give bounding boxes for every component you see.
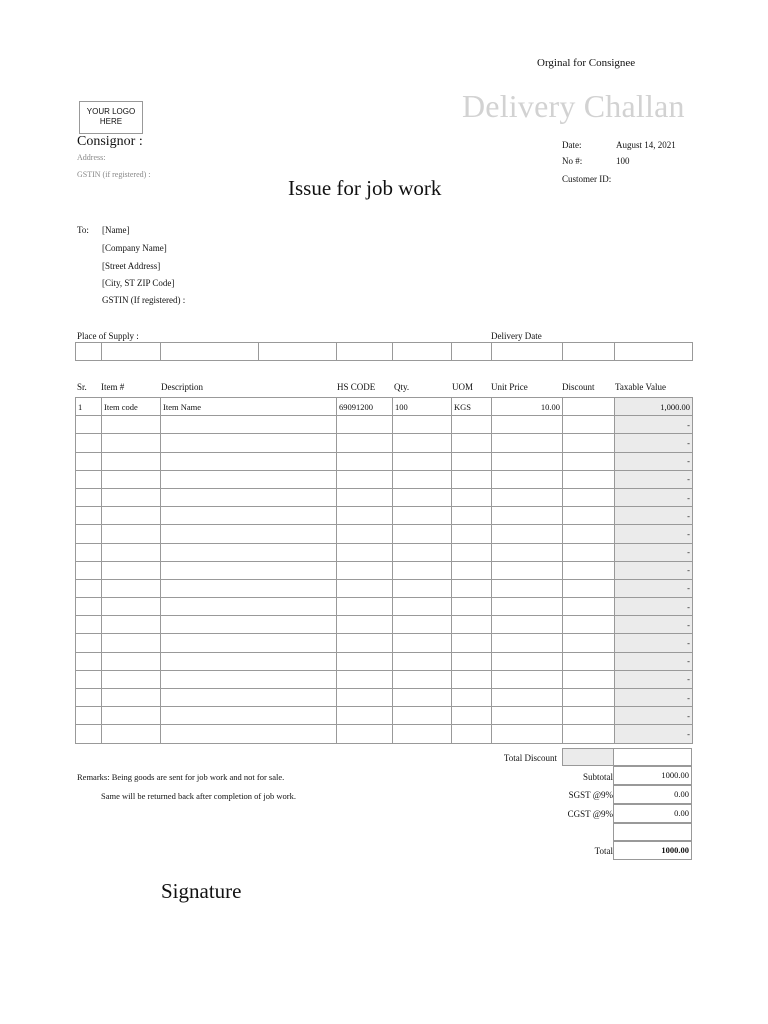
cell-uom[interactable] xyxy=(452,598,492,616)
recipient-company: [Company Name] xyxy=(102,243,167,253)
column-header-sr: Sr. xyxy=(77,382,87,392)
items-table xyxy=(75,397,693,744)
cell-hs-code[interactable] xyxy=(337,525,393,543)
cell-qty[interactable] xyxy=(393,707,452,725)
cell-taxable-value[interactable]: - xyxy=(615,579,693,597)
cell-qty[interactable] xyxy=(393,507,452,525)
cell-description[interactable] xyxy=(161,470,337,488)
cell-item-code[interactable] xyxy=(102,470,161,488)
cell-hs-code[interactable] xyxy=(337,507,393,525)
cell-discount[interactable] xyxy=(563,434,615,452)
cell-sr[interactable] xyxy=(76,525,102,543)
cell-item-code[interactable] xyxy=(102,452,161,470)
cell-taxable-value[interactable]: - xyxy=(615,543,693,561)
total-value xyxy=(613,841,692,860)
table-row xyxy=(76,579,693,597)
to-label: To: xyxy=(77,225,89,235)
cell-taxable-value[interactable]: - xyxy=(615,470,693,488)
sgst-value xyxy=(613,785,692,804)
cell-discount[interactable] xyxy=(563,470,615,488)
table-row xyxy=(76,689,693,707)
cell-taxable-value[interactable]: - xyxy=(615,416,693,434)
cell-taxable-value[interactable]: - xyxy=(615,561,693,579)
table-row xyxy=(76,634,693,652)
cgst-value-text: 0.00 xyxy=(674,808,689,818)
subtotal-label: Subtotal xyxy=(582,772,613,782)
cell-item-code[interactable] xyxy=(102,598,161,616)
table-row xyxy=(76,725,693,743)
cell-item-code[interactable] xyxy=(102,488,161,506)
table-row xyxy=(76,670,693,688)
cell-qty[interactable] xyxy=(393,452,452,470)
cell-hs-code[interactable] xyxy=(337,561,393,579)
cell-sr[interactable] xyxy=(76,488,102,506)
cell-hs-code[interactable] xyxy=(337,434,393,452)
cell-uom[interactable] xyxy=(452,652,492,670)
cell-discount[interactable] xyxy=(563,452,615,470)
cell-description[interactable] xyxy=(161,488,337,506)
cell-qty[interactable] xyxy=(393,434,452,452)
cell-qty[interactable] xyxy=(393,670,452,688)
cell-hs-code[interactable] xyxy=(337,652,393,670)
cell-taxable-value[interactable]: - xyxy=(615,725,693,743)
cell-hs-code[interactable] xyxy=(337,579,393,597)
cell-uom[interactable] xyxy=(452,543,492,561)
table-row xyxy=(76,488,693,506)
cell-item-code[interactable] xyxy=(102,652,161,670)
cell-item-code[interactable] xyxy=(102,725,161,743)
cell-qty[interactable] xyxy=(393,634,452,652)
cell-uom[interactable] xyxy=(452,561,492,579)
cell-uom[interactable] xyxy=(452,416,492,434)
cell-hs-code[interactable] xyxy=(337,634,393,652)
cell-unit-price[interactable] xyxy=(492,634,563,652)
cell-item-code[interactable] xyxy=(102,507,161,525)
logo-placeholder xyxy=(79,101,143,134)
cell-description[interactable] xyxy=(161,452,337,470)
totals-area xyxy=(75,748,692,863)
cell-discount[interactable] xyxy=(563,652,615,670)
cell-qty[interactable] xyxy=(393,689,452,707)
cell-uom[interactable] xyxy=(452,434,492,452)
cell-discount[interactable] xyxy=(563,616,615,634)
total-discount-cell xyxy=(562,748,614,766)
cell-qty[interactable] xyxy=(393,579,452,597)
supply-cell[interactable] xyxy=(161,343,259,361)
cell-uom[interactable]: KGS xyxy=(452,398,492,416)
supply-cell[interactable] xyxy=(452,343,492,361)
column-header-hs-code: HS CODE xyxy=(337,382,376,392)
supply-table xyxy=(75,342,693,361)
cell-sr[interactable] xyxy=(76,579,102,597)
cell-unit-price[interactable] xyxy=(492,470,563,488)
cell-description[interactable] xyxy=(161,543,337,561)
signature-label: Signature xyxy=(161,879,242,903)
cell-description[interactable] xyxy=(161,507,337,525)
number-value: 100 xyxy=(616,156,630,166)
cell-sr[interactable] xyxy=(76,689,102,707)
cell-taxable-value[interactable]: - xyxy=(615,616,693,634)
cell-unit-price[interactable] xyxy=(492,652,563,670)
cell-description[interactable] xyxy=(161,707,337,725)
cell-qty[interactable] xyxy=(393,598,452,616)
cell-discount[interactable] xyxy=(563,634,615,652)
cell-unit-price[interactable] xyxy=(492,670,563,688)
total-discount-label: Total Discount xyxy=(503,753,557,763)
cell-discount[interactable] xyxy=(563,525,615,543)
cell-item-code[interactable] xyxy=(102,434,161,452)
cell-discount[interactable] xyxy=(563,670,615,688)
cell-discount[interactable] xyxy=(563,598,615,616)
cell-uom[interactable] xyxy=(452,634,492,652)
cell-uom[interactable] xyxy=(452,689,492,707)
cell-description[interactable]: Item Name xyxy=(161,398,337,416)
table-row xyxy=(76,652,693,670)
cell-hs-code[interactable] xyxy=(337,470,393,488)
recipient-city: [City, ST ZIP Code] xyxy=(102,278,175,288)
total-discount-value-cell xyxy=(613,748,692,766)
cell-uom[interactable] xyxy=(452,616,492,634)
cell-hs-code[interactable] xyxy=(337,670,393,688)
cell-sr[interactable] xyxy=(76,652,102,670)
cell-hs-code[interactable] xyxy=(337,616,393,634)
cell-qty[interactable] xyxy=(393,488,452,506)
cell-item-code[interactable] xyxy=(102,616,161,634)
cell-unit-price[interactable] xyxy=(492,488,563,506)
cell-discount[interactable] xyxy=(563,507,615,525)
logo-text-line-1: YOUR LOGO xyxy=(86,107,136,116)
cell-item-code[interactable] xyxy=(102,689,161,707)
column-header-uom: UOM xyxy=(452,382,474,392)
blank-total-cell xyxy=(613,823,692,841)
cell-uom[interactable] xyxy=(452,725,492,743)
cell-unit-price[interactable] xyxy=(492,416,563,434)
cell-qty[interactable] xyxy=(393,525,452,543)
supply-cell[interactable] xyxy=(337,343,393,361)
cell-hs-code[interactable] xyxy=(337,689,393,707)
cell-discount[interactable] xyxy=(563,488,615,506)
consignor-address-label: Address: xyxy=(77,153,106,162)
date-value: August 14, 2021 xyxy=(616,140,676,150)
cell-item-code[interactable] xyxy=(102,525,161,543)
cell-hs-code[interactable] xyxy=(337,452,393,470)
cell-description[interactable] xyxy=(161,652,337,670)
cell-unit-price[interactable] xyxy=(492,543,563,561)
cell-taxable-value[interactable]: - xyxy=(615,488,693,506)
table-row xyxy=(76,507,693,525)
cgst-label: CGST @9% xyxy=(567,809,613,819)
cell-sr[interactable] xyxy=(76,598,102,616)
cell-unit-price[interactable] xyxy=(492,689,563,707)
cell-discount[interactable] xyxy=(563,543,615,561)
cell-unit-price[interactable] xyxy=(492,507,563,525)
cell-uom[interactable] xyxy=(452,507,492,525)
cell-description[interactable] xyxy=(161,598,337,616)
cell-discount[interactable] xyxy=(563,707,615,725)
cell-unit-price[interactable] xyxy=(492,525,563,543)
column-header-unit-price: Unit Price xyxy=(491,382,528,392)
cell-taxable-value[interactable]: - xyxy=(615,670,693,688)
sgst-value-text: 0.00 xyxy=(674,789,689,799)
cell-sr[interactable] xyxy=(76,616,102,634)
cell-qty[interactable]: 100 xyxy=(393,398,452,416)
cell-hs-code[interactable]: 69091200 xyxy=(337,398,393,416)
cell-taxable-value[interactable]: - xyxy=(615,434,693,452)
subtotal-value-text: 1000.00 xyxy=(661,770,689,780)
cell-hs-code[interactable] xyxy=(337,725,393,743)
recipient-name: [Name] xyxy=(102,225,130,235)
cell-description[interactable] xyxy=(161,525,337,543)
cell-item-code[interactable] xyxy=(102,707,161,725)
table-row xyxy=(76,707,693,725)
cell-taxable-value[interactable]: 1,000.00 xyxy=(615,398,693,416)
cell-sr[interactable] xyxy=(76,543,102,561)
cell-hs-code[interactable] xyxy=(337,598,393,616)
recipient-street: [Street Address] xyxy=(102,261,161,271)
cell-hs-code[interactable] xyxy=(337,488,393,506)
cell-description[interactable] xyxy=(161,616,337,634)
cell-item-code[interactable] xyxy=(102,561,161,579)
consignor-label: Consignor : xyxy=(77,134,143,149)
cell-uom[interactable] xyxy=(452,707,492,725)
cell-sr[interactable] xyxy=(76,452,102,470)
cell-item-code[interactable] xyxy=(102,579,161,597)
cell-qty[interactable] xyxy=(393,470,452,488)
consignor-gstin-label: GSTIN (if registered) : xyxy=(77,170,151,179)
delivery-date-cell[interactable] xyxy=(492,343,563,361)
column-header-qty: Qty. xyxy=(394,382,410,392)
supply-cell[interactable] xyxy=(615,343,693,361)
table-row xyxy=(76,452,693,470)
cell-qty[interactable] xyxy=(393,543,452,561)
cell-uom[interactable] xyxy=(452,579,492,597)
cell-uom[interactable] xyxy=(452,488,492,506)
cell-uom[interactable] xyxy=(452,470,492,488)
table-row xyxy=(76,398,693,416)
cell-sr[interactable]: 1 xyxy=(76,398,102,416)
cell-qty[interactable] xyxy=(393,725,452,743)
total-value-text: 1000.00 xyxy=(661,845,689,855)
cell-taxable-value[interactable]: - xyxy=(615,707,693,725)
cell-discount[interactable] xyxy=(563,561,615,579)
date-label: Date: xyxy=(562,140,582,150)
column-header-description: Description xyxy=(161,382,203,392)
cell-unit-price[interactable] xyxy=(492,616,563,634)
cell-unit-price[interactable] xyxy=(492,561,563,579)
cell-unit-price[interactable] xyxy=(492,452,563,470)
cell-sr[interactable] xyxy=(76,634,102,652)
cell-unit-price[interactable]: 10.00 xyxy=(492,398,563,416)
number-label: No #: xyxy=(562,156,583,166)
cell-item-code[interactable]: Item code xyxy=(102,398,161,416)
cell-description[interactable] xyxy=(161,689,337,707)
table-row xyxy=(76,543,693,561)
cell-discount[interactable] xyxy=(563,725,615,743)
cell-item-code[interactable] xyxy=(102,416,161,434)
table-row xyxy=(76,525,693,543)
cell-qty[interactable] xyxy=(393,416,452,434)
logo-text-line-2: HERE xyxy=(99,117,123,126)
table-row xyxy=(76,434,693,452)
supply-cell[interactable] xyxy=(259,343,337,361)
remarks-line-2: Same will be returned back after completion of job work. xyxy=(101,791,296,801)
cgst-value xyxy=(613,804,692,823)
cell-item-code[interactable] xyxy=(102,670,161,688)
document-title: Delivery Challan xyxy=(462,88,685,124)
cell-hs-code[interactable] xyxy=(337,543,393,561)
cell-qty[interactable] xyxy=(393,652,452,670)
cell-taxable-value[interactable]: - xyxy=(615,634,693,652)
cell-description[interactable] xyxy=(161,434,337,452)
cell-sr[interactable] xyxy=(76,670,102,688)
cell-item-code[interactable] xyxy=(102,543,161,561)
cell-taxable-value[interactable]: - xyxy=(615,652,693,670)
table-row xyxy=(76,561,693,579)
cell-sr[interactable] xyxy=(76,561,102,579)
place-of-supply-label: Place of Supply : xyxy=(77,331,139,341)
cell-discount[interactable] xyxy=(563,689,615,707)
copy-label: Orginal for Consignee xyxy=(537,57,636,69)
cell-unit-price[interactable] xyxy=(492,707,563,725)
cell-discount[interactable] xyxy=(563,579,615,597)
table-row xyxy=(76,598,693,616)
supply-cell[interactable] xyxy=(76,343,102,361)
supply-cell[interactable] xyxy=(563,343,615,361)
cell-discount[interactable] xyxy=(563,416,615,434)
subtotal-value xyxy=(613,766,692,785)
customer-id-label: Customer ID: xyxy=(562,174,612,184)
cell-sr[interactable] xyxy=(76,725,102,743)
cell-description[interactable] xyxy=(161,579,337,597)
table-row xyxy=(76,416,693,434)
cell-taxable-value[interactable]: - xyxy=(615,689,693,707)
column-header-item: Item # xyxy=(101,382,125,392)
cell-hs-code[interactable] xyxy=(337,707,393,725)
cell-uom[interactable] xyxy=(452,670,492,688)
cell-description[interactable] xyxy=(161,561,337,579)
cell-taxable-value[interactable]: - xyxy=(615,507,693,525)
cell-taxable-value[interactable]: - xyxy=(615,452,693,470)
cell-description[interactable] xyxy=(161,416,337,434)
supply-cell[interactable] xyxy=(102,343,161,361)
cell-item-code[interactable] xyxy=(102,634,161,652)
column-header-discount: Discount xyxy=(562,382,595,392)
recipient-gstin: GSTIN (If registered) : xyxy=(102,295,186,305)
items-body xyxy=(76,398,693,744)
cell-uom[interactable] xyxy=(452,525,492,543)
cell-unit-price[interactable] xyxy=(492,434,563,452)
table-row xyxy=(76,616,693,634)
remarks-line-1: Remarks: Being goods are sent for job work and not for sale. xyxy=(77,772,285,782)
issue-title: Issue for job work xyxy=(288,176,442,200)
cell-unit-price[interactable] xyxy=(492,579,563,597)
cell-sr[interactable] xyxy=(76,507,102,525)
cell-description[interactable] xyxy=(161,725,337,743)
sgst-label: SGST @9% xyxy=(568,790,613,800)
cell-qty[interactable] xyxy=(393,616,452,634)
total-label: Total xyxy=(594,846,613,856)
cell-unit-price[interactable] xyxy=(492,598,563,616)
cell-uom[interactable] xyxy=(452,452,492,470)
table-row xyxy=(76,470,693,488)
cell-description[interactable] xyxy=(161,634,337,652)
items-header xyxy=(75,382,692,396)
cell-hs-code[interactable] xyxy=(337,416,393,434)
cell-sr[interactable] xyxy=(76,434,102,452)
supply-cell[interactable] xyxy=(393,343,452,361)
cell-taxable-value[interactable]: - xyxy=(615,598,693,616)
delivery-date-label: Delivery Date xyxy=(491,331,542,341)
cell-sr[interactable] xyxy=(76,707,102,725)
cell-discount[interactable] xyxy=(563,398,615,416)
cell-unit-price[interactable] xyxy=(492,725,563,743)
cell-sr[interactable] xyxy=(76,470,102,488)
column-header-taxable-value: Taxable Value xyxy=(615,382,666,392)
cell-description[interactable] xyxy=(161,670,337,688)
cell-taxable-value[interactable]: - xyxy=(615,525,693,543)
supply-row xyxy=(76,343,693,361)
cell-sr[interactable] xyxy=(76,416,102,434)
cell-qty[interactable] xyxy=(393,561,452,579)
